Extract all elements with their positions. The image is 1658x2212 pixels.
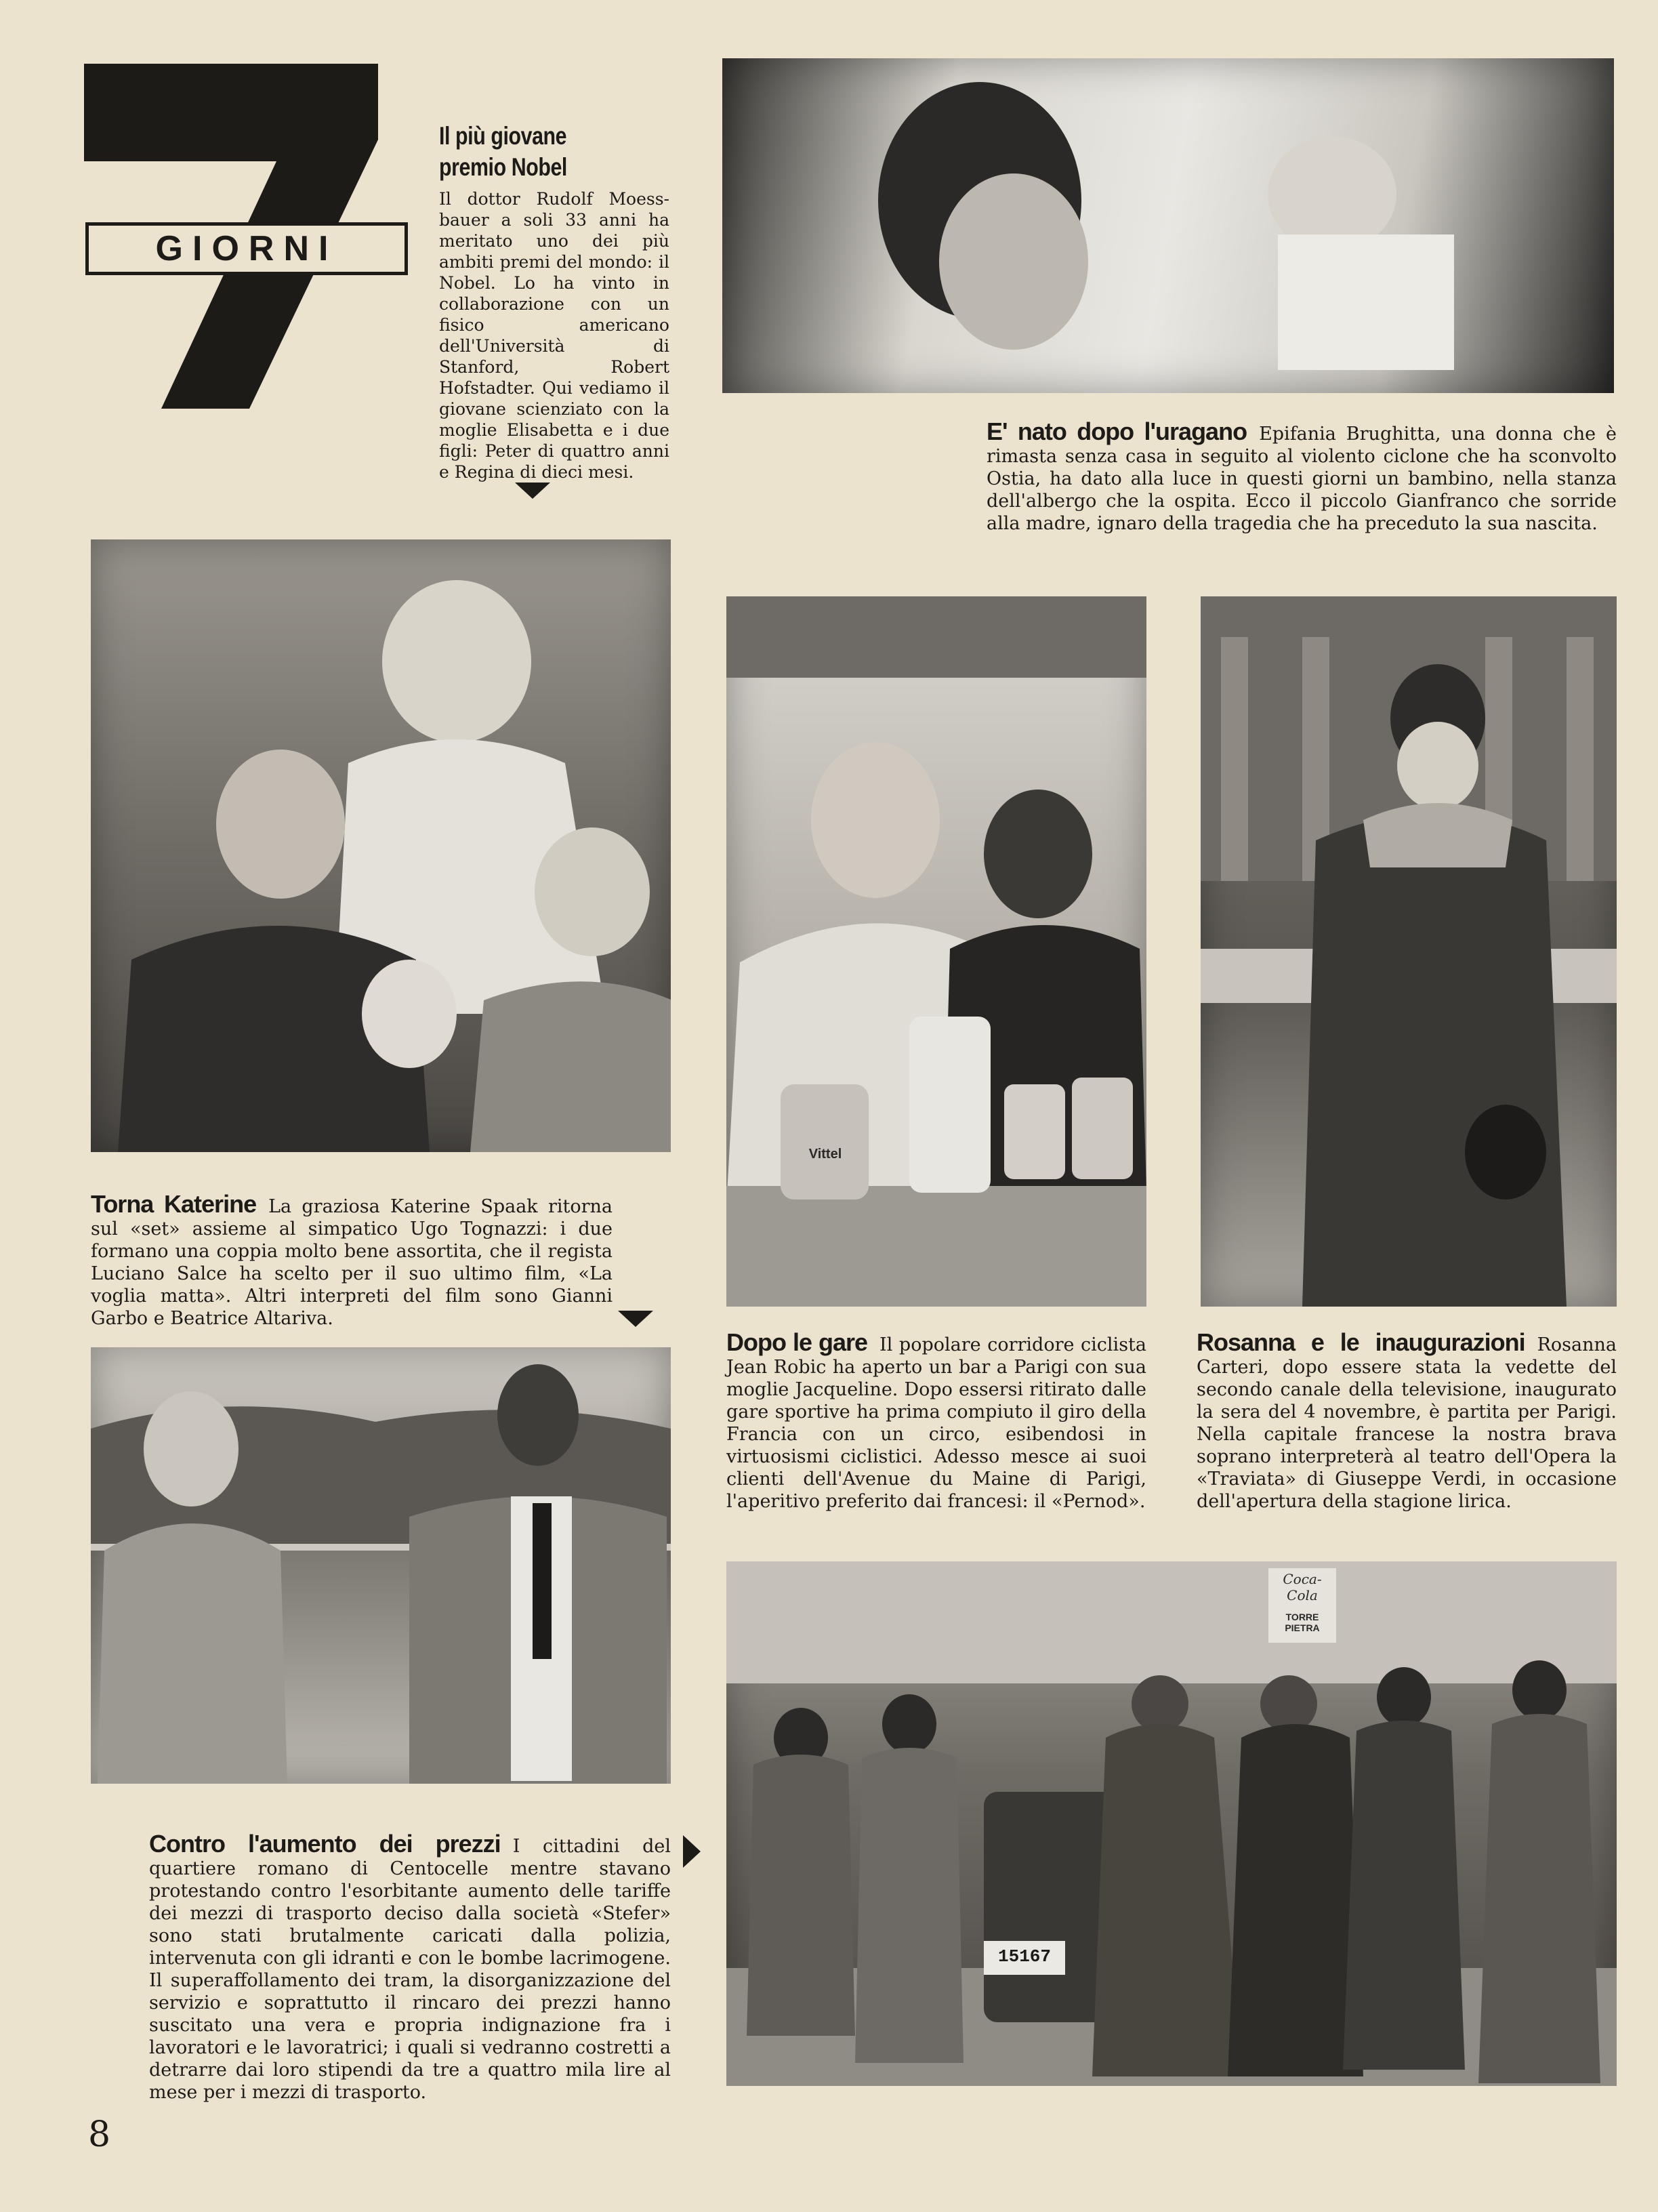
gare-caption <box>726 1328 1146 1513</box>
katerine-title: Torna Katerine <box>91 1190 257 1218</box>
nobel-pointer-arrow <box>515 483 550 499</box>
nobel-caption <box>439 121 669 483</box>
sign-torre-pietra: TORRE PIETRA <box>1285 1612 1320 1633</box>
katerine-body: La graziosa Katerine Spaak ritorna sul «set» assieme al simpatico Ugo Tognazzi: i due formano una coppia molto bene assortita, che il regista Luciano Salce ha scelto per il suo ultimo film, «La voglia matta». Altri interpreti del film sono Gianni Garbo e Beatrice Altariva. <box>91 1196 613 1329</box>
jar-label: Vittel <box>808 1147 842 1162</box>
nobel-title-line1: Il più giovane <box>439 122 567 150</box>
gare-body: Il popolare corridore ciclista Jean Robic ha aperto un bar a Parigi con sua moglie Jacqueline. Dopo essersi ritirato dalle gare sportive ha prima compiuto il giro della Francia con un circo, esibendosi in virtuosismi ciclistici. Adesso mesce ai suoi clienti dell'Avenue du Maine di Parigi, l'aperitivo preferito dai francesi: il «Pernod». <box>726 1334 1146 1512</box>
uragano-body: Epifania Brughitta, una donna che è rimasta senza casa in seguito al violento ciclone che ha sconvolto Ostia, ha dato alla luce in questi giorni un bambino, nella stanza dell'albergo che la ospita. Ecco il piccolo Gianfranco che sorride alla madre, ignaro della tragedia che ha preceduto la sua nascita. <box>987 424 1617 534</box>
masthead-label-box <box>85 222 408 275</box>
rosanna-title: Rosanna e le inaugurazioni <box>1197 1328 1525 1356</box>
nobel-title <box>439 121 672 183</box>
prezzi-caption <box>149 1832 671 2104</box>
nobel-body: Il dottor Rudolf Moess-bauer a soli 33 anni ha meritato uno dei più ambiti premi del mondo: il Nobel. Lo ha vinto in collaborazione con un fisico americano dell'Università di Stanford, Robert Hofstadter. Qui vediamo il giovane scienziato con la moglie Elisabetta e i due figli: Peter di quattro anni e Regina di dieci mesi. <box>439 189 669 482</box>
prezzi-pointer-arrow <box>683 1835 701 1868</box>
photo-mother-and-baby <box>722 58 1614 393</box>
uragano-title: E' nato dopo l'uragano <box>987 417 1247 445</box>
gare-title: Dopo le gare <box>726 1328 868 1356</box>
photo-centocelle-police <box>726 1561 1617 2086</box>
sign-coca-cola: Coca-Cola <box>1283 1571 1322 1603</box>
photo-opera-rosanna <box>1201 596 1617 1307</box>
prezzi-body: I cittadini del quartiere romano di Centocelle mentre stavano protestando contro l'esorbitante aumento delle tariffe dei mezzi di trasporto deciso dalla società «Stefer» sono stati brutalmente caricati dalla polizia, intervenuta con gli idranti e con le bombe lacrimogene. Il superaffollamento dei tram, la disorganizzazione del servizio e soprattutto il rincaro dei prezzi hanno suscitato una vera e propria indignazione fra i lavoratori e le lavoratrici; i quali si vedranno costretti a detrarre dai loro stipendi da tre a quattro mila lire al mese per i mezzi di trasporto. <box>149 1836 671 2103</box>
photo-bar-couple <box>726 596 1146 1307</box>
license-plate: 15167 <box>997 1946 1051 1967</box>
masthead <box>80 60 419 412</box>
katerine-caption <box>91 1190 613 1330</box>
prezzi-title: Contro l'aumento dei prezzi <box>149 1830 501 1858</box>
uragano-caption <box>987 417 1617 535</box>
page-number: 8 <box>88 2114 111 2155</box>
rosanna-body: Rosanna Carteri, dopo essere stata la vedette del secondo canale della televisione, inaugurato la sera del 4 novembre, è partita per Parigi. Nella capitale francese la nostra brava soprano interpreterà al teatro dell'Opera la «Traviata» di Giuseppe Verdi, in occasione dell'apertura della stagione lirica. <box>1197 1334 1617 1512</box>
rosanna-caption <box>1197 1328 1617 1513</box>
masthead-label: GIORNI <box>155 229 338 268</box>
photo-katerine-and-ugo <box>91 1347 671 1784</box>
nobel-title-line2: premio Nobel <box>439 153 567 181</box>
photo-nobel-family <box>91 539 671 1152</box>
katerine-pointer-arrow <box>618 1311 653 1327</box>
